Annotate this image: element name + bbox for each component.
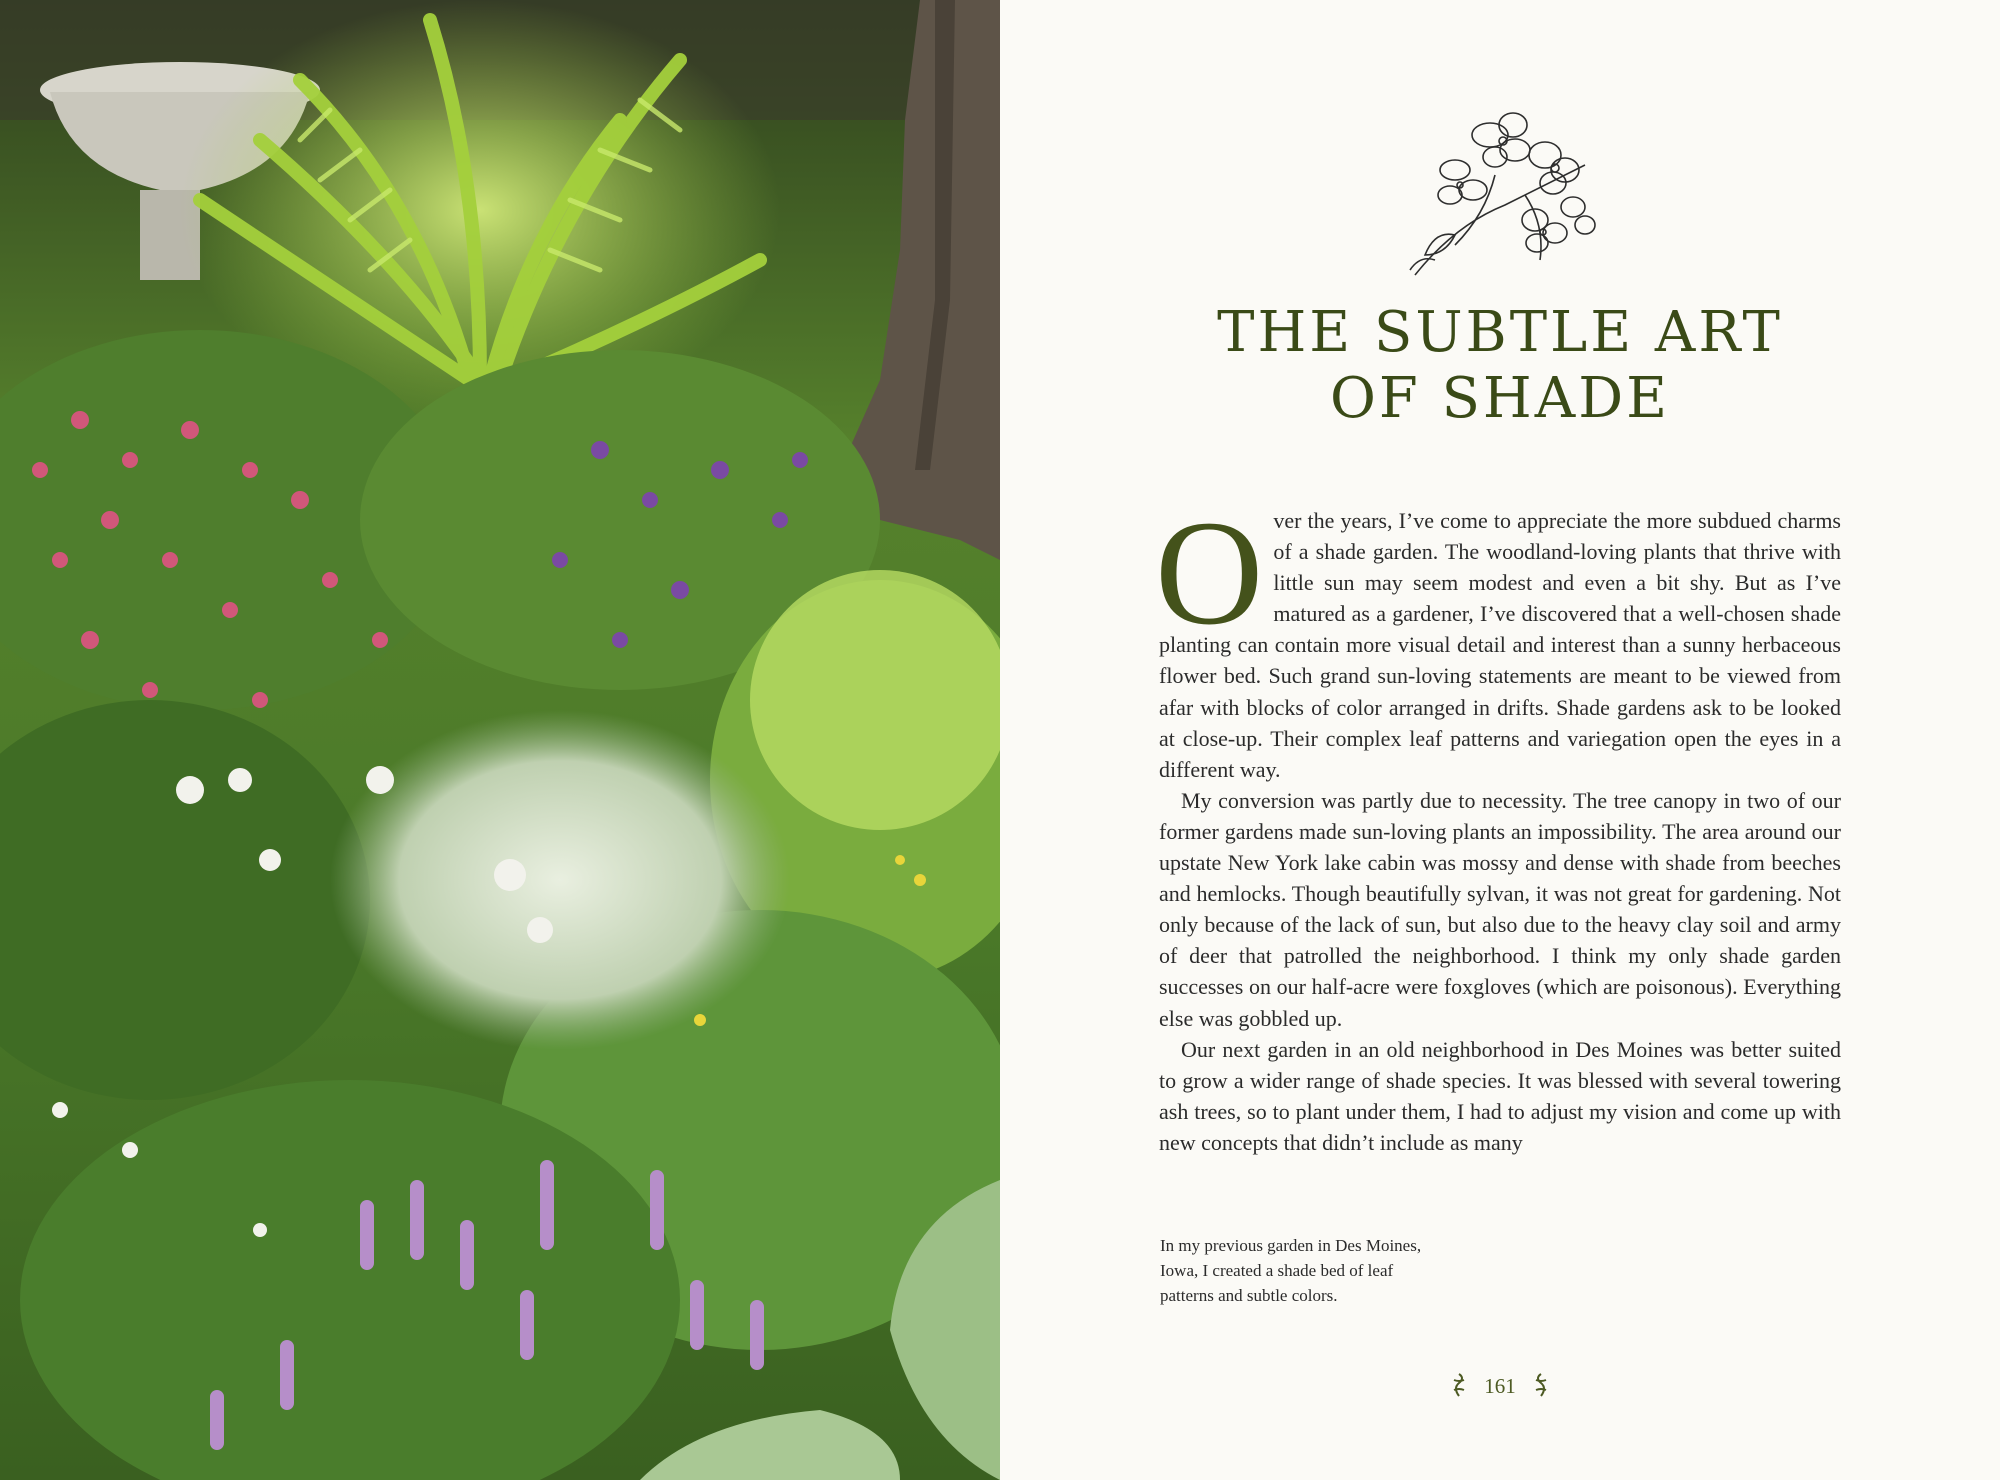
paragraph-1-text: ver the years, I’ve come to appreciate the more subdued charms of a shade garden. The woodland-loving plants that thrive with little sun may seem modest and even a bit shy. But as I’ve matured as a gardener, I’ve discovered that a well-chosen shade planting can contain more visual detail and interest than a sunny herbaceous flower bed. Such grand sun-loving statements are meant to be viewed from afar with blocks of color arranged in drifts. Shade gardens ask to be looked at close-up. Their complex leaf patterns and variegation open the eyes in a different way. [1159, 508, 1841, 782]
caption-line1: In my previous garden in Des Moines, [1160, 1236, 1422, 1255]
page-number: 161 [1484, 1373, 1516, 1398]
paragraph-2: My conversion was partly due to necessity. The tree canopy in two of our former gardens made sun-loving plants an impossibility. The area around our upstate New York lake cabin was mossy and dense with shade from beeches and hemlocks. Though beautifully sylvan, it was not great for gardening. Not only because of the lack of sun, but also due to the heavy clay soil and army of deer that patrolled the neighborhood. I think my only shade garden successes on our half-acre were foxgloves (which are poisonous). Everything else was gobbled up. [1159, 787, 1841, 1031]
drop-cap: O [1155, 490, 1264, 656]
flower-sketch-icon [1395, 95, 1605, 285]
ornament-left-icon [1451, 1372, 1467, 1404]
body-text [1155, 490, 1841, 1158]
text-page [1000, 0, 2000, 1480]
paragraph-1 [1155, 490, 1841, 785]
ornament-right-icon [1533, 1372, 1549, 1404]
caption-line3: patterns and subtle colors. [1160, 1286, 1338, 1305]
chapter-title-line1: THE SUBTLE ART [1217, 300, 1783, 365]
chapter-title [1150, 300, 1850, 432]
page-folio [1000, 1372, 2000, 1404]
caption-line2: Iowa, I created a shade bed of leaf [1160, 1261, 1394, 1280]
chapter-title-line2: OF SHADE [1330, 366, 1670, 431]
paragraph-3: Our next garden in an old neighborhood in Des Moines was better suited to grow a wider range of shade species. It was blessed with several towering ash trees, so to plant under them, I had to adjust my vision and come up with new concepts that didn’t include as many [1159, 1036, 1841, 1155]
photo-caption [1160, 1233, 1480, 1308]
